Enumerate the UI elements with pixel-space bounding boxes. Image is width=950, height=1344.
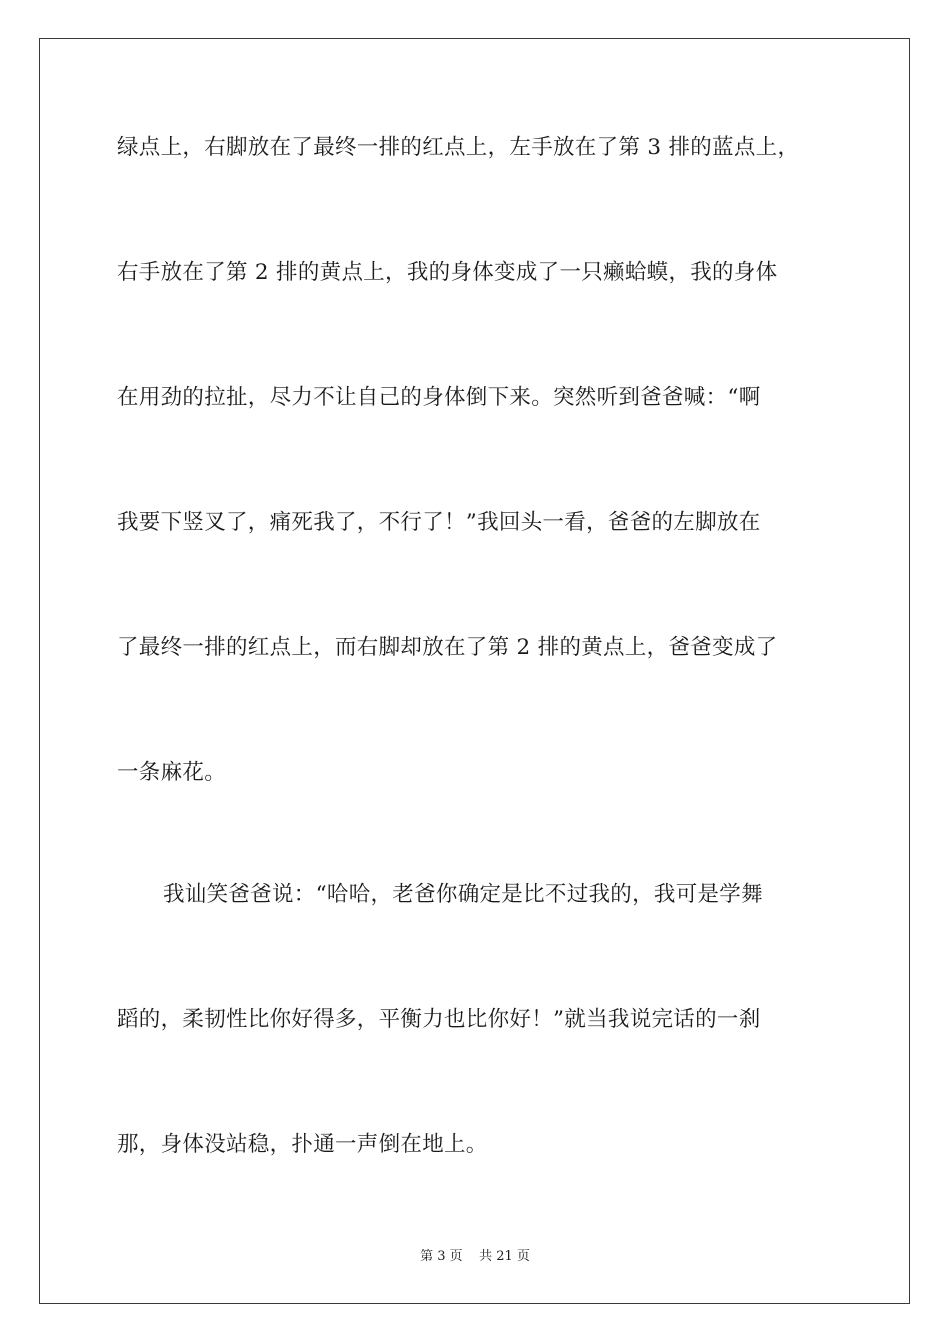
body-text-line: 在用劲的拉扯，尽力不让自己的身体倒下来。突然听到爸爸喊：“啊 — [117, 385, 761, 410]
body-text-line: 绿点上，右脚放在了最终一排的红点上，左手放在了第 3 排的蓝点上， — [117, 135, 800, 160]
body-text-line: 了最终一排的红点上，而右脚却放在了第 2 排的黄点上，爸爸变成了 — [117, 635, 778, 660]
body-text-line: 那，身体没站稳，扑通一声倒在地上。 — [117, 1132, 488, 1157]
page-number-footer: 第 3 页 共 21 页 — [420, 1249, 530, 1264]
body-text-line: 我要下竖叉了，痛死我了，不行了！”我回头一看，爸爸的左脚放在 — [117, 510, 761, 535]
paragraph-start-line: 我讪笑爸爸说：“哈哈，老爸你确定是比不过我的，我可是学舞 — [163, 882, 763, 907]
body-text-line: 一条麻花。 — [117, 760, 227, 785]
body-text-line: 右手放在了第 2 排的黄点上，我的身体变成了一只癞蛤蟆，我的身体 — [117, 260, 778, 285]
page-border — [39, 38, 910, 1304]
body-text-line: 蹈的，柔韧性比你好得多，平衡力也比你好！”就当我说完话的一刹 — [117, 1007, 761, 1032]
